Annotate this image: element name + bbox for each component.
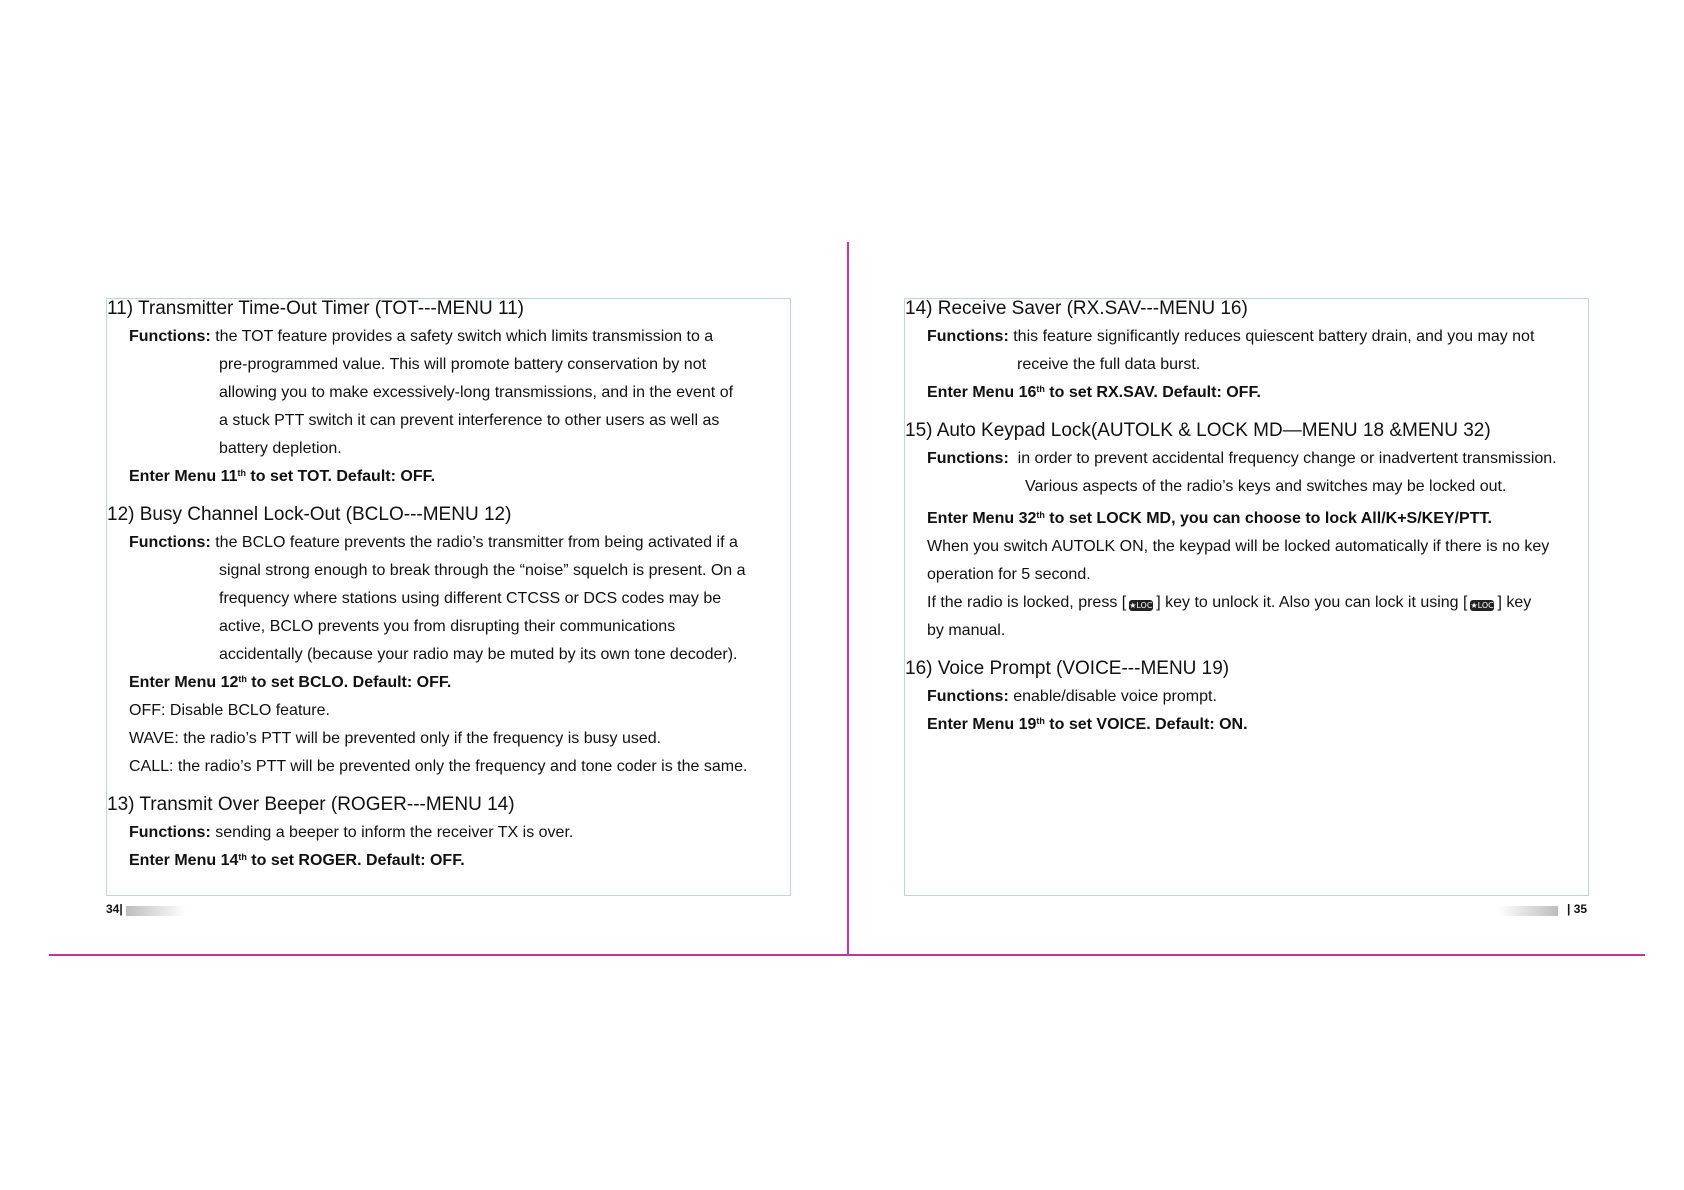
functions-text: the TOT feature provides a safety switch which limits transmission to a <box>215 328 714 345</box>
unlock-text: If the radio is locked, press [ <box>927 594 1127 611</box>
functions-label: Functions: <box>129 328 211 345</box>
section-14-functions <box>905 323 1605 351</box>
unlock-text: ] key to unlock it. Also you can lock it using [ <box>1156 594 1468 611</box>
page-center-divider <box>847 242 849 955</box>
unlock-text: ] key <box>1497 594 1532 611</box>
enter-menu-prefix: Enter Menu 16 <box>927 384 1037 401</box>
ordinal-suffix: th <box>1036 716 1045 726</box>
enter-menu-suffix: to set ROGER. Default: OFF. <box>246 852 465 869</box>
section-16-enter-menu <box>905 711 1605 739</box>
enter-menu-prefix: Enter Menu 11 <box>129 468 238 485</box>
right-footer-bar <box>1498 906 1558 916</box>
left-footer-bar <box>126 906 186 916</box>
section-12-enter-menu <box>107 669 807 697</box>
functions-label: Functions: <box>129 534 211 551</box>
enter-menu-prefix: Enter Menu 32 <box>927 510 1037 527</box>
functions-text: active, BCLO prevents you from disrupting their communications <box>219 618 676 635</box>
lock-key-icon: ★LOCK <box>1129 601 1158 610</box>
left-page-content <box>107 295 807 875</box>
section-13-functions <box>107 819 807 847</box>
ordinal-suffix: th <box>238 852 247 862</box>
bclo-option-off: OFF: Disable BCLO feature. <box>129 702 330 719</box>
functions-text: in order to prevent accidental frequency change or inadvertent transmission. <box>1017 450 1557 467</box>
autolk-text: When you switch AUTOLK ON, the keypad will be locked automatically if there is no key <box>927 538 1550 555</box>
section-11-enter-menu <box>107 463 807 491</box>
section-14-heading: 14) Receive Saver (RX.SAV---MENU 16) <box>905 298 1248 319</box>
ordinal-suffix: th <box>238 674 247 684</box>
bclo-option-call: CALL: the radio’s PTT will be prevented only the frequency and tone coder is the same. <box>129 758 748 775</box>
right-page-number: | 35 <box>1567 902 1588 916</box>
section-16-heading: 16) Voice Prompt (VOICE---MENU 19) <box>905 658 1230 679</box>
functions-text: frequency where stations using different CTCSS or DCS codes may be <box>219 590 722 607</box>
ordinal-suffix: th <box>1036 510 1045 520</box>
functions-text: allowing you to make excessively-long transmissions, and in the event of <box>219 384 734 401</box>
enter-menu-suffix: to set VOICE. Default: ON. <box>1044 716 1248 733</box>
enter-menu-suffix: to set LOCK MD, you can choose to lock All/K+S/KEY/PTT. <box>1044 510 1492 527</box>
functions-text: this feature significantly reduces quiescent battery drain, and you may not <box>1013 328 1535 345</box>
functions-text: pre-programmed value. This will promote battery conservation by not <box>219 356 707 373</box>
section-13-enter-menu <box>107 847 807 875</box>
functions-label: Functions: <box>927 450 1009 467</box>
section-15-enter-menu <box>905 505 1605 533</box>
functions-text: the BCLO feature prevents the radio’s transmitter from being activated if a <box>215 534 738 551</box>
functions-text: a stuck PTT switch it can prevent interference to other users as well as <box>219 412 720 429</box>
functions-text: signal strong enough to break through the “noise” squelch is present. On a <box>219 562 746 579</box>
enter-menu-suffix: to set BCLO. Default: OFF. <box>246 674 452 691</box>
functions-label: Functions: <box>927 688 1009 705</box>
enter-menu-prefix: Enter Menu 12 <box>129 674 239 691</box>
right-page-content <box>905 295 1605 739</box>
functions-text: battery depletion. <box>219 440 342 457</box>
unlock-text: by manual. <box>927 622 1006 639</box>
section-11-heading: 11) Transmitter Time-Out Timer (TOT---MENU 11) <box>107 298 524 319</box>
bclo-option-wave: WAVE: the radio’s PTT will be prevented only if the frequency is busy used. <box>129 730 662 747</box>
section-11-functions <box>107 323 807 351</box>
functions-text: Various aspects of the radio’s keys and switches may be locked out. <box>1025 478 1507 495</box>
functions-text: accidentally (because your radio may be muted by its own tone decoder). <box>219 646 738 663</box>
section-15-functions <box>905 445 1605 473</box>
enter-menu-suffix: to set RX.SAV. Default: OFF. <box>1044 384 1261 401</box>
lock-key-icon: ★LOCK <box>1470 601 1499 610</box>
autolk-text: operation for 5 second. <box>927 566 1091 583</box>
ordinal-suffix: th <box>1036 384 1045 394</box>
functions-label: Functions: <box>129 824 211 841</box>
section-14-enter-menu <box>905 379 1605 407</box>
functions-label: Functions: <box>927 328 1009 345</box>
enter-menu-prefix: Enter Menu 19 <box>927 716 1037 733</box>
section-12-functions <box>107 529 807 557</box>
enter-menu-suffix: to set TOT. Default: OFF. <box>245 468 436 485</box>
section-12-heading: 12) Busy Channel Lock-Out (BCLO---MENU 12) <box>107 504 512 525</box>
right-page-frame <box>904 298 1589 896</box>
ordinal-suffix: th <box>237 468 246 478</box>
left-page-number: 34| <box>106 902 123 916</box>
left-page-frame <box>106 298 791 896</box>
functions-text: enable/disable voice prompt. <box>1013 688 1217 705</box>
section-15-heading: 15) Auto Keypad Lock(AUTOLK & LOCK MD—MENU 18 &MENU 32) <box>905 420 1491 441</box>
functions-text: sending a beeper to inform the receiver TX is over. <box>215 824 574 841</box>
functions-text: receive the full data burst. <box>1017 356 1201 373</box>
enter-menu-prefix: Enter Menu 14 <box>129 852 239 869</box>
section-13-heading: 13) Transmit Over Beeper (ROGER---MENU 14) <box>107 794 515 815</box>
page-bottom-trim-line <box>49 954 1645 956</box>
section-16-functions <box>905 683 1605 711</box>
unlock-instructions <box>905 589 1605 617</box>
